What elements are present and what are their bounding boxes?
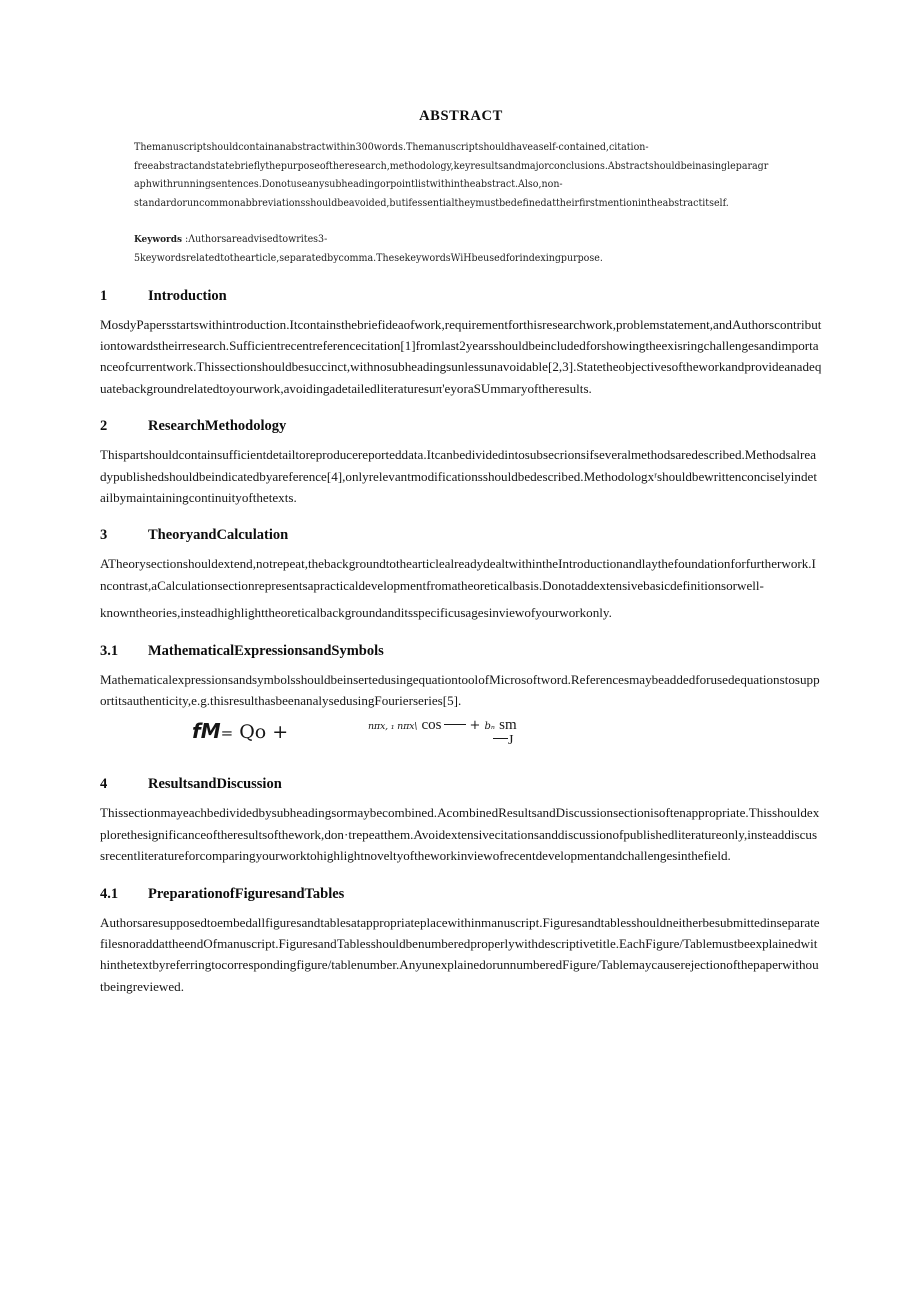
- abstract-title: ABSTRACT: [419, 108, 503, 124]
- equation-lhs-symbol: fM: [192, 719, 221, 744]
- equation-equals-sign: =: [220, 724, 234, 743]
- section-number-4-1: 4.1: [100, 885, 119, 902]
- fourier-series-equation: [100, 717, 822, 757]
- section-number-2: 2: [100, 418, 108, 435]
- equation-right-fragment: [368, 717, 517, 734]
- section-body-1: MosdyPapersstartswithintroduction.Itcontainsthebriefideaofwork,requirementforthisresearchwork,problemstatement,andAuthorscontributiontowardstheirresearch.Sufficientrecentreferencecitation[1]fromlast2yearsshouldbeincludedforshowingtheexisringchallengesandimportanceofcurrentwork.Thissectionshouldbesuccinct,withnosubheadingsunlessunavoidable[2,3].Statetheobjectivesoftheworkandprovideanadequatebackgroundrelatedtoyourwork,avoidingadetailedliteraturesuπ'eyoraSUmmaryoftheresults.: [100, 316, 822, 396]
- equation-denominator-symbol: J: [508, 733, 514, 749]
- section-body-4-1: Authorsaresupposedtoembedallfiguresandtablesatappropriateplacewithinmanuscript.FiguresandtablesshouldneitherbesubmittedinseparatefilesnoraddattheendOfmanuscript.FiguresandTablesshouldbenumberedproperlywithdescriptivetitle.EachFigure/Tablemustbeexplainedwithinthetextbyreferringtocorrespondingfigure/tablenumber.AnyunexplainedorunnumberedFigure/Tablemaycauserejectionofthepaperwithoutbeingreviewed.: [100, 914, 820, 994]
- equation-npix-fragment: nπx, ₁ nπx\: [368, 721, 418, 733]
- section-body-3: ATheorysectionshouldextend,notrepeat,thebackgroundtothearticlealreadydealtwithintheIntroductionandlaythefoundationforfurtherwork.Incontrast,aCalculationsectionrepresentsapracticaldevelopmentfromatheoreticalbasis.Donotaddextensivebasicdefinitionsorwell-: [100, 556, 816, 593]
- section-body-2: Thispartshouldcontainsufficientdetailtoreproducereporteddata.Itcanbedividedintosubsecrionsifseveralmethodsaredescribed.Methodsalreadypublishedshouldbeindicatedbyareference[4],onlyrelevantmodificationsshouldbedescribed.Methodologxʳshouldbewrittenconciselyindetailbymaintainingcontinuityofthetexts.: [100, 447, 817, 505]
- section-number-3-1: 3.1: [100, 642, 119, 659]
- section-heading-3: [100, 527, 822, 544]
- equation-rhs-start: Qo +: [239, 721, 289, 744]
- section-body-4: Thissectionmayeachbedividedbysubheadingsormaybecombined.AcombinedResultsandDiscussionsectionisoftenappropriate.Thisshouldexplorethesignificanceoftheresultsofthework,don·trepeatthem.Avoidextensivecitationsanddiscussionofpublishedliteratureonly,insteaddiscussrecentliteratureforcomparingyourworktohighlightnoveltyoftheworkinviewofrecentdevelopmentandchallengesinthefield.: [100, 805, 820, 864]
- section-body-3-continued: knowntheories,insteadhighlighttheoreticalbackgroundanditsspecificusagesinviewofyourworkonly.: [100, 605, 612, 621]
- equation-bn-coefficient: bₙ: [484, 721, 495, 733]
- section-heading-2: [100, 418, 822, 435]
- section-title-3-1: MathematicalExpressionsandSymbols: [148, 642, 384, 659]
- equation-denominator: [493, 733, 513, 749]
- keywords-label: Keywords: [134, 234, 183, 246]
- section-number-1: 1: [100, 287, 108, 304]
- section-body-3-1: MathematicalexpressionsandsymbolsshouldbeinsertedusingequationtoolofMicrosoftword.Referencesmaybeaddedforusedequationstosupportitsauthenticity,e.g.thisresulthasbeenanalysedusingFourierseries[5].: [100, 671, 820, 709]
- section-heading-1: [100, 288, 822, 305]
- section-title-1: Introduction: [148, 287, 227, 304]
- section-title-4: ResultsandDiscussion: [148, 776, 282, 793]
- keywords-text: :Λuthorsareadvisedtowrites3-5keywordsrelatedtothearticle,separatedbycomma.ThesekeywordsWiHbeusedforindexingpurpose.: [134, 234, 603, 264]
- section-title-3: TheoryandCalculation: [148, 527, 289, 544]
- section-heading-4-1: [100, 886, 822, 903]
- section-title-2: ResearchMethodology: [148, 418, 287, 435]
- section-heading-3-1: [100, 643, 822, 660]
- document-content: [100, 108, 822, 1003]
- abstract-body-text: Themanuscriptshouldcontainanabstractwithin300words.Themanuscriptshouldhaveaself-contained,citation-freeabstractandstatebrieflythepurposeoftheresearch,methodology,keyresultsandmajorconclusions.Abstractshouldbeinasingleparagraphwithrunningsentences.Donotuseanysubheadingorpointlistwithintheabstract.Also,non-standardoruncommonabbreviationsshouldbeavoided,butifessentialtheymustbedefinedattheirfirstmentionintheabstractitself.: [134, 142, 769, 209]
- equation-plus-sign: +: [469, 718, 481, 734]
- section-number-4: 4: [100, 776, 108, 793]
- equation-cos-term: cos: [421, 717, 442, 734]
- section-heading-4: [100, 776, 822, 793]
- keywords-line: [134, 231, 774, 268]
- equation-sin-term: sm: [499, 717, 517, 734]
- section-number-3: 3: [100, 527, 108, 544]
- equation-left-side: [192, 719, 288, 743]
- equation-fraction-bar: [444, 724, 466, 725]
- section-title-4-1: PreparationofFiguresandTables: [148, 885, 345, 902]
- equation-denominator-bar: [493, 738, 508, 739]
